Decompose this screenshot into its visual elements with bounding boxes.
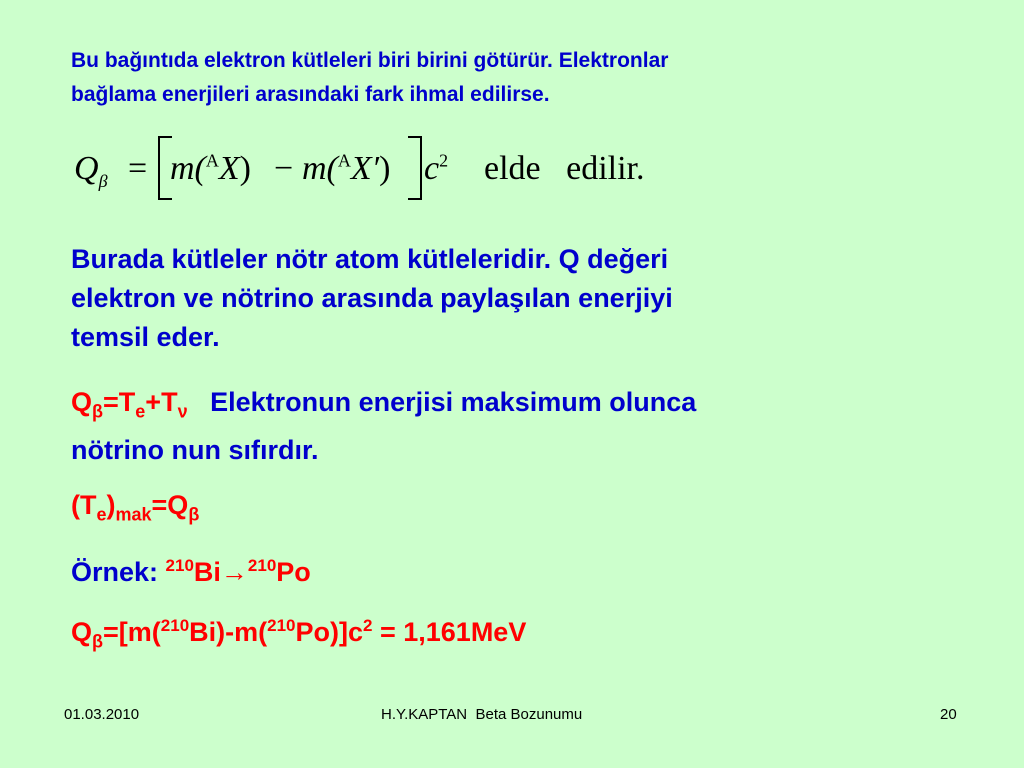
paragraph-line-1: Burada kütleler nötr atom kütleleridir. Q değeri (71, 244, 669, 274)
q-beta-equation (74, 128, 714, 208)
equation-q: $Q_\beta$ (74, 150, 108, 191)
equation-mass-x-prime: m($^A$X′) (302, 150, 391, 187)
paragraph-neutral-masses (71, 240, 673, 357)
equation-tail: elde edilir. (484, 150, 645, 187)
right-bracket (408, 136, 422, 200)
paragraph-line-2: elektron ve nötrino arasında paylaşılan enerjiyi (71, 283, 673, 313)
q-equals-te-tnu: $Q_\beta=T_e+T_\nu$ (71, 387, 188, 422)
te-max-relation: $(T_e)_{mak}=Q_\beta$ (71, 490, 200, 525)
intro-line-2: bağlama enerjileri arasındaki fark ihmal edilirse. (71, 83, 550, 106)
q-energy-line-2: nötrino nun sıfırdır. (71, 435, 319, 466)
equation-mass-x: m($^A$X) (170, 150, 251, 187)
max-energy-text: Elektronun enerjisi maksimum olunca (210, 387, 697, 417)
equation-minus: − (274, 150, 294, 187)
example-reaction: $^{210}$Bi→$^{210}$Po (165, 556, 311, 587)
equation-equals: = (128, 150, 148, 187)
footer-date: 01.03.2010 (64, 706, 140, 723)
q-energy-line-1 (71, 383, 696, 431)
intro-text (71, 44, 951, 112)
footer-page-number: 20 (940, 706, 957, 723)
paragraph-line-3: temsil eder. (71, 322, 220, 352)
footer-title: H.Y.KAPTAN Beta Bozunumu (381, 706, 583, 723)
q-energy-relation (71, 383, 696, 470)
q-value-result: $Q_\beta=[m(^{210}Bi)-m(^{210}Po)]c^2 = 1,161MeV$ (71, 616, 527, 652)
example-decay (71, 546, 311, 592)
equation-c-squared: $c^2$ (424, 150, 449, 187)
intro-line-1: Bu bağıntıda elektron kütleleri biri birini götürür. Elektronlar (71, 49, 669, 72)
example-label: Örnek: (71, 557, 159, 587)
arrow-icon: → (220, 557, 248, 587)
